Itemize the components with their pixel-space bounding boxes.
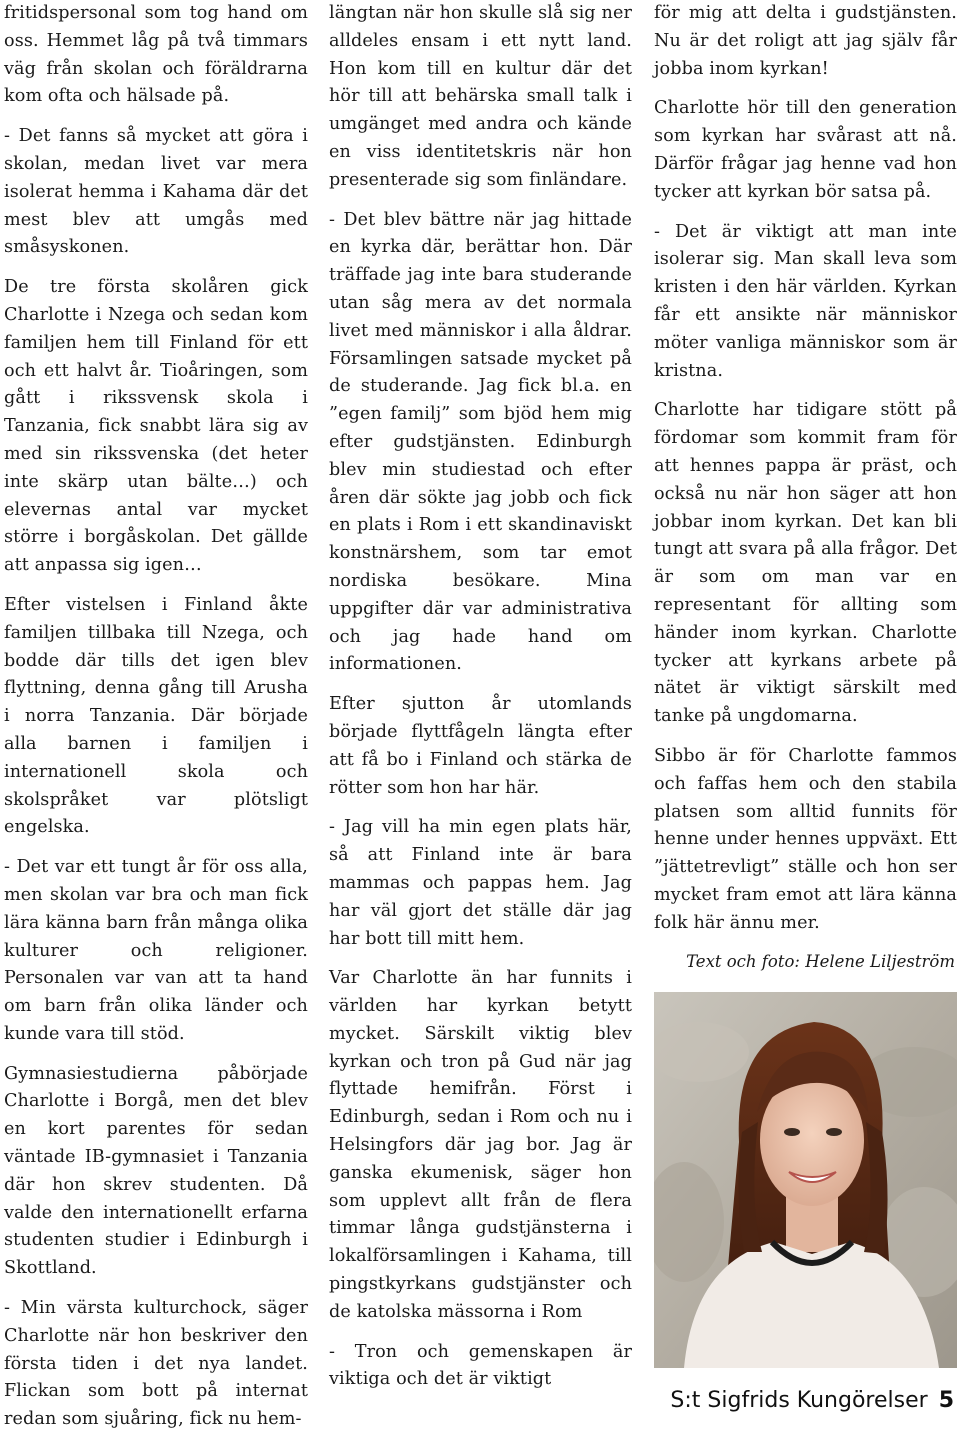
portrait-image (654, 992, 957, 1368)
paragraph: för mig att delta i gudstjänsten. Nu är det roligt att jag själv får jobba inom kyrkan! (654, 3, 957, 79)
paragraph: - Det är viktigt att man inte isolerar sig. Man skall leva som kristen i den här världen. Kyrkan får ett ansikte när människor möter vanliga människor som är kristna. (654, 221, 957, 381)
paragraph: Efter sjutton år utomlands började flyttfågeln längta efter att få bo i Finland och stärka de rötter som hon har här. (329, 694, 632, 798)
portrait-photo (654, 992, 957, 1368)
paragraph: - Det fanns så mycket att göra i skolan, medan livet var mera isolerat hemma i Kahama där det mest blev att umgås med småsyskonen. (4, 126, 308, 258)
text-column-1 (4, 0, 308, 1434)
paragraph: Sibbo är för Charlotte fammos och faffas hem och den stabila platsen som alltid funnits för henne under hennes uppväxt. Ett ”jättetrevligt” ställe och hon ser mycket fram emot att lära känna folk här ännu mer. (654, 745, 957, 933)
text-column-2 (329, 0, 632, 1394)
paragraph: - Min värsta kulturchock, säger Charlotte när hon beskriver den första tiden i det nya landet. Flickan som bott på internat redan som sjuåring, fick nu hem- (4, 1298, 308, 1430)
publication-name: S:t Sigfrids Kungörelser (670, 1388, 928, 1413)
paragraph: Charlotte har tidigare stött på fördomar som kommit fram för att hennes pappa är präst, och också nu när hon säger att hon jobbar inom kyrkan. Det kan bli tungt att svara på alla frågor. Det är som om man var en representant för allting som händer inom kyrkan. Charlotte tycker att kyrkans arbete på nätet är viktigt särskilt med tanke på ungdomarna. (654, 400, 958, 727)
photo-credit: Text och foto: Helene Liljeström (686, 951, 955, 971)
paragraph: Efter vistelsen i Finland åkte familjen tillbaka till Nzega, och bodde där tills det igen blev flyttning, denna gång till Arusha i norra Tanzania. Där började alla barnen i familjen i internationell skola och skolspråket var plötsligt engelska. (4, 594, 308, 838)
paragraph: längtan när hon skulle slå sig ner alldeles ensam i ett nytt land. Hon kom till en kultur där det hör till att behärska small talk i umgänget med andra och kände en viss identitetskris när hon presenterade sig som finländare. (329, 3, 632, 190)
paragraph: fritidspersonal som tog hand om oss. Hemmet låg på två timmars väg från skolan och föräldrarna kom ofta och hälsade på. (4, 3, 308, 107)
paragraph: - Det var ett tungt år för oss alla, men skolan var bra och man fick lära känna barn från många olika kulturer och religioner. Personalen var van att ta hand om barn från olika länder och kunde vara till stöd. (4, 857, 308, 1044)
paragraph: Var Charlotte än har funnits i världen har kyrkan betytt mycket. Särskilt viktig blev kyrkan och tron på Gud när jag flyttade hemifrån. Först i Edinburgh, sedan i Rom och nu i Helsingfors där jag bor. Jag är ganska ekumenisk, säger hon som upplevt allt från de flera timmar långa gudstjänsterna i lokalförsamlingen i Kahama, till pingstkyrkans gudstjänster och de katolska mässorna i Rom (329, 968, 632, 1322)
text-column-3 (654, 0, 957, 972)
paragraph: Gymnasiestudierna påbörjade Charlotte i Borgå, men det blev en kort parentes för sedan väntade IB-gymnasiet i Tanzania där hon skrev studenten. Då valde den internationellt erfarna studenten studier i Edinburgh i Skottland. (4, 1063, 308, 1279)
paragraph: - Det blev bättre när jag hittade en kyrka där, berättar hon. Där träffade jag inte bara studerande utan såg mera av det normala livet med människor i alla åldrar. Församlingen satsade mycket på de studerande. Jag fick bl.a. en ”egen familj” som bjöd hem mig efter gudstjänsten. Edinburgh blev min studiestad och efter åren där sökte jag jobb och fick en plats i Rom i ett skandinaviskt konstnärshem, som tar emot nordiska besökare. Mina uppgifter där var administrativa och jag hade hand om informationen. (329, 209, 632, 675)
paragraph: Charlotte hör till den generation som kyrkan har svårast att nå. Därför frågar jag henne vad hon tycker att kyrkan bör satsa på. (654, 98, 957, 202)
paragraph: De tre första skolåren gick Charlotte i Nzega och sedan kom familjen hem till Finland för ett och ett halvt år. Tioåringen, som gått i rikssvensk skola i Tanzania, fick snabbt lära sig av med sin rikssvenska (det heter inte skärp utan bälte…) och elevernas antal var mycket större i borgåskolan. Det gällde att anpassa sig igen… (4, 277, 308, 576)
paragraph: - Jag vill ha min egen plats här, så att Finland inte är bara mammas och pappas hem. Jag har väl gjort det ställe där jag har bott till mitt hem. (329, 817, 632, 949)
page-footer (670, 1386, 954, 1416)
paragraph: - Tron och gemenskapen är viktiga och det är viktigt (329, 1341, 632, 1390)
page-number: 5 (938, 1388, 954, 1413)
